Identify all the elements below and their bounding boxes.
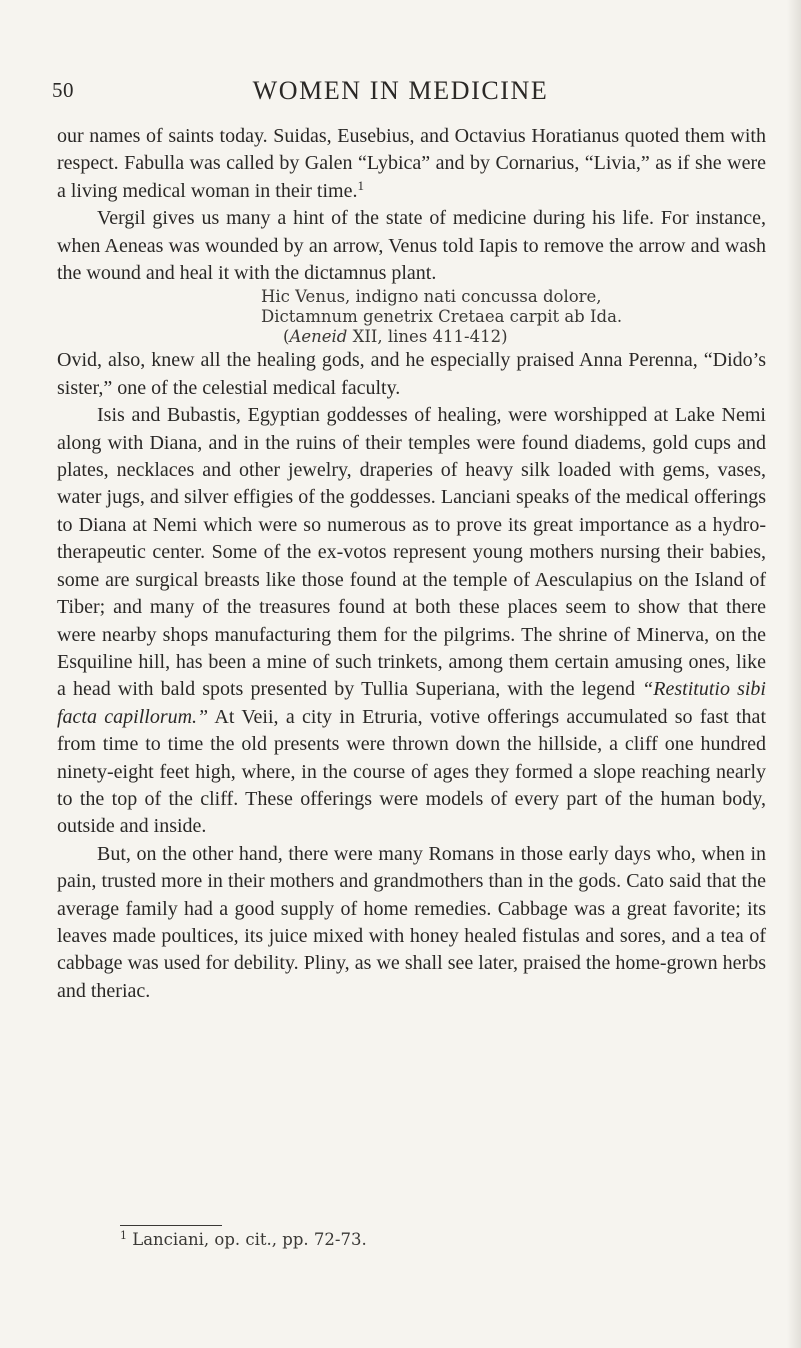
paragraph-ovid: Ovid, also, knew all the healing gods, and he especially praised Anna Perenna, “Dido’s sister,” one of the celestial medical faculty. xyxy=(57,349,766,399)
footnote-divider xyxy=(120,1225,222,1226)
running-title: WOMEN IN MEDICINE xyxy=(252,76,549,105)
latin-legend: “Restitutio sibi facta capillorum.” xyxy=(57,678,766,728)
page-edge-shadow xyxy=(787,0,801,1348)
quotation-line: Hic Venus, indigno nati concussa dolore, xyxy=(261,287,602,307)
paragraph-continued xyxy=(57,123,766,205)
page-header xyxy=(0,78,801,114)
paragraph-vergil: Vergil gives us many a hint of the state of medicine during his life. For instance, when Aeneas was wounded by an arrow, Venus told Iapis to remove the arrow and wash the wound and heal it with the dictamnus plant. xyxy=(57,207,766,285)
citation-title: Aeneid xyxy=(289,327,348,347)
latin-quotation xyxy=(57,287,766,347)
paragraph-cato: But, on the other hand, there were many Romans in those early days who, when in pain, trusted more in their mothers and grandmothers than in the gods. Cato said that the average family had a good supply of home remedies. Cabbage was a great favorite; its leaves made poultices, its juice mixed with honey healed fistulas and sores, and a tea of cabbage was used for debility. Pliny, as we shall see later, praised the home-grown herbs and theriac. xyxy=(57,842,766,1002)
page-number: 50 xyxy=(52,78,74,102)
paragraph-text: our names of saints today. Suidas, Eusebius, and Octavius Horatianus quoted them with respect. Fabulla was called by Galen “Lybica” and by Cornarius, “Livia,” as if she were a living medical woman in their time. xyxy=(57,125,766,202)
quotation-line: Dictamnum genetrix Cretaea carpit ab Ida. xyxy=(261,307,623,327)
footnote-reference: 1 xyxy=(357,177,364,193)
footnote xyxy=(120,1230,367,1249)
quotation-citation: (Aeneid XII, lines 411-412) xyxy=(283,327,508,347)
footnote-text: Lanciani, op. cit., pp. 72-73. xyxy=(132,1230,367,1249)
footnote-marker: 1 xyxy=(120,1229,127,1242)
paragraph-isis: Isis and Bubastis, Egyptian goddesses of healing, were worshipped at Lake Nemi along with Diana, and in the ruins of their temples were found diadems, gold cups and plates, necklaces and other jewelry, draperies of heavy silk loaded with gems, vases, water jugs, and silver effigies of the goddesses. Lanciani speaks of the medical offerings to Diana at Nemi which were so numerous as to prove its great importance as a hydro-therapeutic center. Some of the ex-votos represent young mothers nursing their babies, some are surgical breasts like those found at the temple of Aesculapius on the Island of Tiber; and many of the treasures found at both these places seem to show that there were nearby shops manufacturing them for the pilgrims. The shrine of Minerva, on the Esquiline hill, has been a mine of such trinkets, among them certain amusing ones, like a head with bald spots presented by Tullia Superiana, with the legend “Restitutio sibi facta capillorum.” At Veii, a city in Etruria, votive offerings accumulated so fast that from time to time the old presents were thrown down the hillside, a cliff one hundred ninety-eight feet high, where, in the course of ages they formed a slope reaching nearly to the top of the cliff. These offerings were models of every part of the human body, outside and inside. xyxy=(57,404,766,838)
body-text xyxy=(57,123,766,1005)
